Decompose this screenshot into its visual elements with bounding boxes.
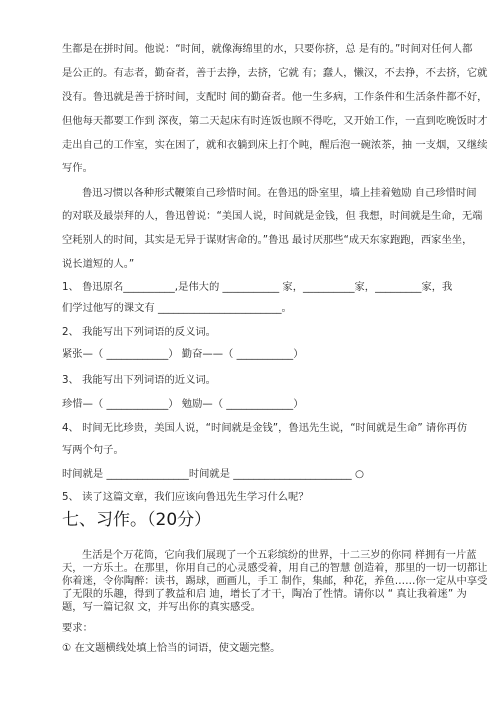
- question-2-label: 2、 我能写出下列词语的反义词。: [62, 326, 216, 338]
- passage-line: 写作。: [62, 162, 93, 174]
- essay-line: 题，写一篇记叙 文，并写出你的真实感受。: [62, 601, 261, 613]
- passage-line: 说长道短的人。”: [62, 258, 135, 270]
- passage-line: 的对联及最崇拜的人，鲁迅曾说：“美国人说，时间就是金钱，但 我想，时间就是生命，无端: [62, 210, 483, 222]
- passage-line: 是公正的。有志者，勤奋者，善于去挣，去挤，它就 有；蠢人，懒汉，不去挣，不去挤，它就: [62, 67, 488, 79]
- requirement-item: ① 在文题横线处填上恰当的词语，使文题完整。: [62, 642, 281, 654]
- passage-line: 鲁迅习惯以各种形式鞭策自己珍惜时间。在鲁迅的卧室里，墙上挂着勉励 自己珍惜时间: [82, 187, 477, 199]
- question-1: 1、 鲁迅原名__________,是伟大的 ___________ 家，__________家，_________家，我: [62, 281, 453, 293]
- essay-line: 生活是个万花筒，它向我们展现了一个五彩缤纷的世界，十二三岁的你同 样拥有一片蓝: [82, 549, 477, 561]
- requirements-label: 要求：: [62, 622, 93, 634]
- passage-line: 走出自己的工作室，实在困了，就和衣躺到床上打个盹，醒后泡一碗浓茶，抽 一支烟，又继续: [62, 139, 488, 151]
- section-title: 七、习作。（20分）: [62, 510, 212, 530]
- passage-line: 生都是在拼时间。他说：“时间，就像海绵里的水，只要你挤，总 是有的。”时间对任何人都: [62, 43, 473, 55]
- question-4-cont: 写两个句子。: [62, 444, 124, 456]
- question-3-answers: 珍惜—（ ____________） 勉励—（ _____________）: [62, 398, 304, 410]
- passage-line: 没有。鲁迅就是善于挤时间，支配时 间的勤奋者。他一生多病，工作条件和生活条件都不好，: [62, 91, 488, 103]
- essay-line: 天，一方乐土。在那里，你用自己的心灵感受着，用自己的智慧 创造着，那里的一切一切都让: [62, 562, 488, 574]
- question-2-answers: 紧张—（ ____________） 勤奋——（ ___________）: [62, 348, 304, 360]
- essay-line: 了无限的乐趣，得到了教益和启 迪，增长了才干，陶冶了性情。请你以 “ 真让我着迷” 为: [62, 588, 467, 600]
- question-4-fill: 时间就是 ________________时间就是 _______________________ ○: [62, 468, 364, 480]
- essay-line: 你着迷，令你陶醉：读书，踢球，画画儿，手工 制作，集邮，种花，养鱼……你一定从中享受: [62, 575, 488, 587]
- question-1-cont: 们学过他写的课文有 ________________________。: [62, 302, 292, 314]
- question-4: 4、 时间无比珍贵，美国人说，“时间就是金钱”，鲁迅先生说，“时间就是生命” 请你再仿: [62, 422, 468, 434]
- question-3-label: 3、 我能写出下列词语的近义词。: [62, 374, 216, 386]
- passage-line: 空耗别人的时间，其实是无异于谋财害命的。”鲁迅 最讨厌那些“成天东家跑跑，西家坐坐，: [62, 234, 473, 246]
- passage-line: 但他每天都要工作到 深夜，第二天起床有时连饭也顾不得吃，又开始工作，一直到吃晚饭时才: [62, 115, 488, 127]
- question-5: 5、 读了这篇文章，我们应该向鲁迅先生学习什么呢？: [62, 491, 309, 503]
